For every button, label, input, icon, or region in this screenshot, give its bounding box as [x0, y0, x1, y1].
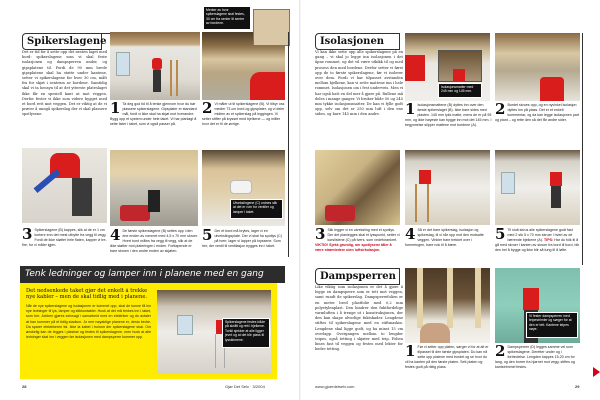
step-number: 1: [405, 103, 416, 118]
step-text: Vi måler ut til spikerslagene (B). Vi tilbyr oss medier 73 cm bord og gipsplater, og vi deler midten av et spikerslag på leggingen. Vi setter stifter på krysset med bjelkene — og måler hvor det er til de øvrige.: [202, 102, 285, 126]
website-footer: www.gjoerdetselv.com: [315, 384, 355, 389]
step-number: 2: [495, 103, 506, 118]
tip-banner: Tenk ledninger og lamper inn i planene med en gang: [20, 266, 285, 283]
step-number: 3: [315, 228, 326, 243]
iso-step-2-caption: [495, 103, 580, 138]
photo-damp-step1: [405, 268, 490, 343]
photo-iso-step5-room: [495, 150, 580, 225]
man-red-shirt: [540, 77, 564, 101]
column-rule: [582, 33, 583, 265]
damp-caption-tag: Vi fester dampsperren med teipestrimler og sørger for at den er tett. Kantene teipes nøye.: [526, 312, 578, 338]
drill-battery: [120, 205, 150, 221]
tip-label: TIPS:: [544, 238, 554, 242]
window: [501, 172, 515, 194]
iso-step-1-caption: [405, 103, 493, 143]
man-red-shirt: [523, 288, 539, 310]
man-trousers: [551, 186, 561, 208]
section-title-dampsperren: Dampsperren: [315, 268, 400, 285]
man-red-shirt: [250, 72, 285, 100]
vent-duct: [230, 180, 252, 194]
photo-iso-step3-spotlight: [315, 150, 400, 225]
step-text: Slik legger vi en utveksling med et spotlys. Der det planlegges skal et lysspunkt, setter vi korslistene (C) på tvers, som vedeforankret.: [327, 228, 400, 242]
photo-step1-room: [110, 32, 200, 100]
dampsperren-body: Like viktig som isolasjonen er det å gjøre å legge en dampsperre som er tett mot veggen, samt rundt de spikerslag. Dampsperrefolien er en meter bred plastfolie med 0,2 mm polyetylenplast. Den hindrer den fuktfordelige varmluften i å trenge ut i konstruksjonen, der den kan skape alvorlige fuktskader. Lengdene stiftes til spikerslagene med en stiftmaskin. Lengdene skal ligge godt, og ha minst 15 cm overlapp. Overgangen mellom to lengder teipes, også tetting i skjøter med teip. Folien limes fast til veggen og festes med lekter for bedre tetting.: [315, 285, 403, 352]
step-number: 3: [22, 228, 33, 243]
ladder: [415, 184, 429, 222]
step-number: 1: [405, 345, 416, 360]
window: [177, 315, 193, 335]
corner-caption-tag: Merker av hvor spikerslagene skal festes, 30 cm fra senter til senter av bordene.: [203, 6, 251, 30]
man-red-shirt: [405, 55, 425, 81]
window: [116, 52, 130, 76]
drill-battery: [325, 205, 355, 221]
step-number: 2: [202, 102, 213, 117]
section-title-isolasjonen: Isolasjonen: [315, 33, 400, 50]
man-red-shirt: [419, 170, 431, 184]
step-1-caption: [110, 102, 198, 136]
step-text: Bordet skrues opp, og en nyvinkel isolasjon dyttes inn på plass. Det er et enkelt kommentar, og da kan legge isolasjonen part og plant – og rette den så det får andre sider.: [495, 103, 579, 122]
man-head: [420, 323, 450, 343]
step-5-caption: [202, 229, 285, 259]
step-4-caption: [110, 229, 198, 263]
step-text: Dampsperren (D) legges samme vei som spikerslagene. Deretter under og i forbindelse. Lengden kappes 15-20 cm for lang, og den borrer fra hjørnet mot vegg; stiftes og kantstrimmel festes.: [495, 345, 575, 369]
magazine-footer: Gjør Det Selv · 3/2004: [225, 384, 265, 389]
step-text: De første spikerslagene (B) settes opp i den ene enden av rommet med 4,5 x 70 mm skruer. Hvert bord måles fra vegg til vegg, slik at de ikke støtter mot plateringen i enden. Fortløpende er bare skruen i den andre enden av skjøten.: [110, 229, 198, 253]
warning-text: VIKTIG! Sjekk grundig, om spotlysene tåler å være strømledere uten luftsirkulasjon.: [315, 243, 392, 252]
continue-arrow-icon: [593, 367, 600, 377]
step-number: 4: [110, 229, 121, 244]
photo-iso-step4-room: [405, 150, 490, 225]
inset-photo-insulation: [438, 50, 482, 82]
spikerslagene-body: Det er tid for å sette opp det nesten laget med bord: spikerslagene som vi skal feste isolasjonen og dampsperren under, og gipsplatene til. Fordi de 90 mm brede gipsplatene skal ha støtte under kantene, setter vi spikerslagene for hver 30 cm, målt fra for skjøt i sentrum av bordene. Samtidig skal vi ta hensyn til at det ytterste plateslaget ikke får en spesiell kant ut mot veggen. Derfor fester vi ikke som videre bygget med et bord rett mot veggen. Det er viktig at de vi prøver å unngå spikerslag der vi skal plassere spotlysene.: [22, 50, 107, 117]
tip-lead: Det nedsenkede taket gjør det enkelt å trekke nye kabler – men de skal tidlig med i planene.: [26, 288, 148, 301]
isolasjonen-body: Vi kan ikke sette opp alle spikerslagene på en gang – vi skal jo legge inn isolasjonen i det åpne rommet, og det vil være utkikk til og med prosess den med bordene. Derfor setter vi først opp de to første spikerslagene, før vi isolerer over dem. Fordi vi har tilpasset avstanden mellom bjelkene, kan vi sette mattene inn i hele rommet. Isolasjonen om i fest underveis. Men vi har også hatt en del mer å gjøre på. Rullene må deles i mange ganger. Vi bruker både 50 og 245 mm tykke isolasjonsmatter. De kan vi fylle godt opp, selv om det er 250 mm luft i den ene siden, og bare 145 mm i den andre.: [315, 50, 403, 117]
page-number-left: 28: [22, 384, 27, 389]
vent-caption-tag: Utvekslingene (C) ordnes slik at det er rom for ventiler og lamper i taket.: [230, 199, 283, 219]
step-2-caption: [202, 102, 285, 136]
man-red-shirt: [550, 172, 562, 186]
column-rule: [288, 32, 289, 257]
page-number-right: 29: [575, 384, 580, 389]
step-number: 1: [110, 102, 121, 117]
iso-step-3-caption: [315, 228, 400, 264]
wiring-caption-tag: Spikerslagene festes både på skrått og rett i bjelkene. Torkil sjekker at alle ligger jevnt og at det blir plass til lysskinnene.: [222, 318, 270, 348]
drill: [148, 190, 160, 212]
photo-step4-drilling: [110, 150, 198, 226]
damp-step-1-caption: [405, 345, 490, 377]
step-text: Spikerslagene (B) kappes, slik at de er 1 cm kortere enn det mest utbytte fra vegg til vegg. Fordi de ikke støtter hele flaten, kapper vi tre-fire, for vi måler igjen.: [22, 228, 107, 247]
step-number: 4: [405, 228, 416, 243]
step-number: 5: [202, 229, 213, 244]
inset-caption-tag: Isolasjonsmatter med 245 mm og 145 mm.: [438, 83, 482, 98]
saw: [34, 169, 61, 193]
right-page: [300, 0, 600, 400]
damp-step-2-caption: [495, 345, 580, 377]
step-text: Så er det bare spikerslag, isolasjon og spikerslag, til vi når opp mot den motsatte veggen. Vinkler bare trekket over i formeringen, bare nok til å bære.: [405, 228, 484, 247]
step-text: Ta deg god tid til å tenke gjennom hvor du bør plassere spikerslagene. Gipsplater er standard mål, fordi vi ikke skal ha skjøt mot hverandre. Bygg opp et system under hele taket. Vi har planlagt å sette lister i taket, som vi også passer på.: [110, 102, 197, 126]
step-number: 2: [495, 345, 506, 360]
title-rule: [100, 33, 110, 34]
tip-text: Har du folk til å gå med skruer i kanten av skruer fra bord til bord, blir den hel å bygge og ikke blir så tung til å løfte.: [495, 238, 580, 252]
man-red-shirt: [453, 69, 465, 81]
photo-iso-step2: [495, 33, 580, 101]
step-text: Isolasjonsmattene (B) dyttes inn over den første spikerslaget (B). Ikke bare sides med plasten. 145 mm tykk matte, mens de er på 95 mm, og ikke høyeste kan bygge inn mot det 145 mm. I begynnelse slipper mattene mot bordene (A).: [405, 103, 492, 127]
man-trousers: [72, 178, 92, 216]
inset-photo-marking: [253, 9, 290, 46]
rafter: [417, 268, 423, 328]
man-red-shirt: [152, 58, 162, 70]
iso-step-5-caption: [495, 228, 580, 264]
rafter: [475, 268, 481, 328]
step-text: Før vi setter opp platen, sørger vi for at alt er tilpasset til den første gipsplaten. Du kan nå sette opp platene med bordet og se hvor du vil ha kanten på den første platen. Sett platen og festes godt på riktig plass.: [405, 345, 489, 369]
step-number: 5: [495, 228, 506, 243]
ladder: [170, 60, 178, 96]
step-3-caption: [22, 228, 107, 258]
tip-body: Når de nye spikerslagene og isolasjonen er kommet opp, skal de kunne få inn nye ledninger til lys, lamper og stikkontakter. Husk at det må tenkes inn i taket, som her. Jobben gjøres selvsagt i samarbeid med en elektriker og du avtaler at han kommer på et tidlig stadium. Jo mer nøyaktige planene er, desto bedre. Da sparer elektrikeren tid. Ikke la kabel i hulrom der spikerslagene skal. Om ønskelig kan de legges i plastrør og festes til spikerslagene, men husk at alle ledninger skal inn i veggen før isolasjonen med dampsperre kommer opp.: [26, 304, 151, 340]
iso-step-4-caption: [405, 228, 490, 258]
step-text: Der et bord må brytes, lager vi en utvekslingsplate. Der vi skal ha spotlys (C) på tverr, lager vi lapper på kryssene. Som her, der ventil til ventilasjon bygges inn i taket.: [202, 229, 282, 248]
step-text: Til slutt skrus alle spikerslagene godt fast med 2 stk 5 x 70 mm skruer i hvert av de bærende bjelkene (A).: [507, 228, 573, 242]
photo-step3-sawing: [22, 148, 107, 223]
man-trousers: [153, 70, 161, 92]
rafter: [447, 268, 453, 328]
section-title-spikerslagene: Spikerslagene: [22, 33, 102, 50]
